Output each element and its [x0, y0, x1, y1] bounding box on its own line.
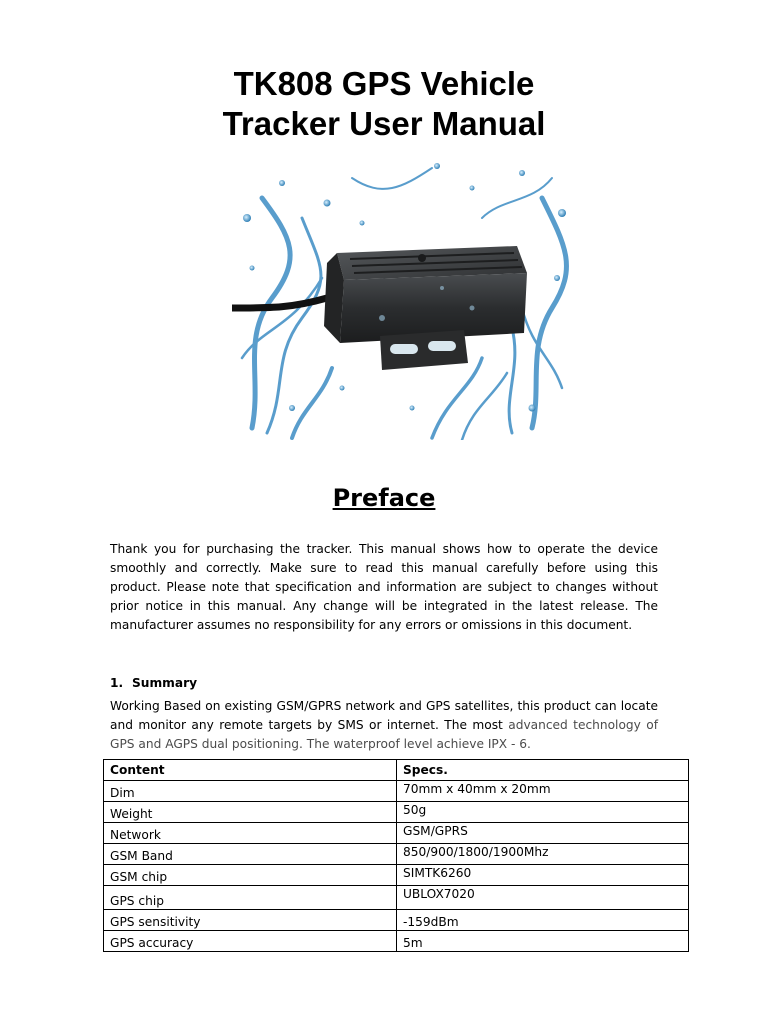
spec-value: 5m	[397, 931, 689, 952]
spec-value: SIMTK6260	[397, 865, 689, 886]
document-title	[0, 64, 768, 144]
table-row	[104, 844, 689, 865]
spec-value: 850/900/1800/1900Mhz	[397, 844, 689, 865]
preface-heading: Preface	[332, 484, 436, 512]
spec-label: GSM chip	[104, 865, 397, 886]
title-line-1: TK808 GPS Vehicle	[233, 65, 535, 102]
spec-table-header	[104, 760, 689, 781]
preface-paragraph: Thank you for purchasing the tracker. This manual shows how to operate the device smoothly and correctly. Make sure to read this manual carefully before using this product. Please note that specification and information are subject to changes without prior notice in this manual. Any change will be integrated in the latest release. The manufacturer assumes no responsibility for any errors or omissions in this document.	[110, 542, 658, 632]
summary-heading	[110, 676, 197, 690]
summary-number: 1.	[110, 676, 124, 690]
spec-value: UBLOX7020	[397, 886, 689, 910]
summary-title: Summary	[132, 676, 198, 690]
spec-table	[103, 759, 689, 952]
summary-paragraph	[110, 697, 658, 754]
spec-label: GSM Band	[104, 844, 397, 865]
spec-label: GPS accuracy	[104, 931, 397, 952]
table-row	[104, 931, 689, 952]
spec-label: GPS sensitivity	[104, 910, 397, 931]
tracker-product-photo	[232, 158, 574, 440]
summary-text: Working Based on existing GSM/GPRS network and GPS satellites, this product can locate and monitor any remote targets by SMS or internet. The most	[110, 699, 658, 732]
spec-value: GSM/GPRS	[397, 823, 689, 844]
table-row	[104, 886, 689, 910]
header-content: Content	[104, 760, 397, 781]
spec-label: GPS chip	[104, 886, 397, 910]
spec-label: Dim	[104, 781, 397, 802]
table-row	[104, 781, 689, 802]
table-row	[104, 910, 689, 931]
table-row	[104, 865, 689, 886]
spec-value: -159dBm	[397, 910, 689, 931]
table-row	[104, 823, 689, 844]
header-specs: Specs.	[397, 760, 689, 781]
summary-text-continued: advanced technology of GPS and AGPS dual positioning. The waterproof level achieve IPX - 6.	[110, 718, 658, 751]
title-line-2: Tracker User Manual	[222, 105, 546, 142]
table-row	[104, 802, 689, 823]
spec-label: Weight	[104, 802, 397, 823]
spec-value: 70mm x 40mm x 20mm	[397, 781, 689, 802]
spec-label: Network	[104, 823, 397, 844]
spec-value: 50g	[397, 802, 689, 823]
